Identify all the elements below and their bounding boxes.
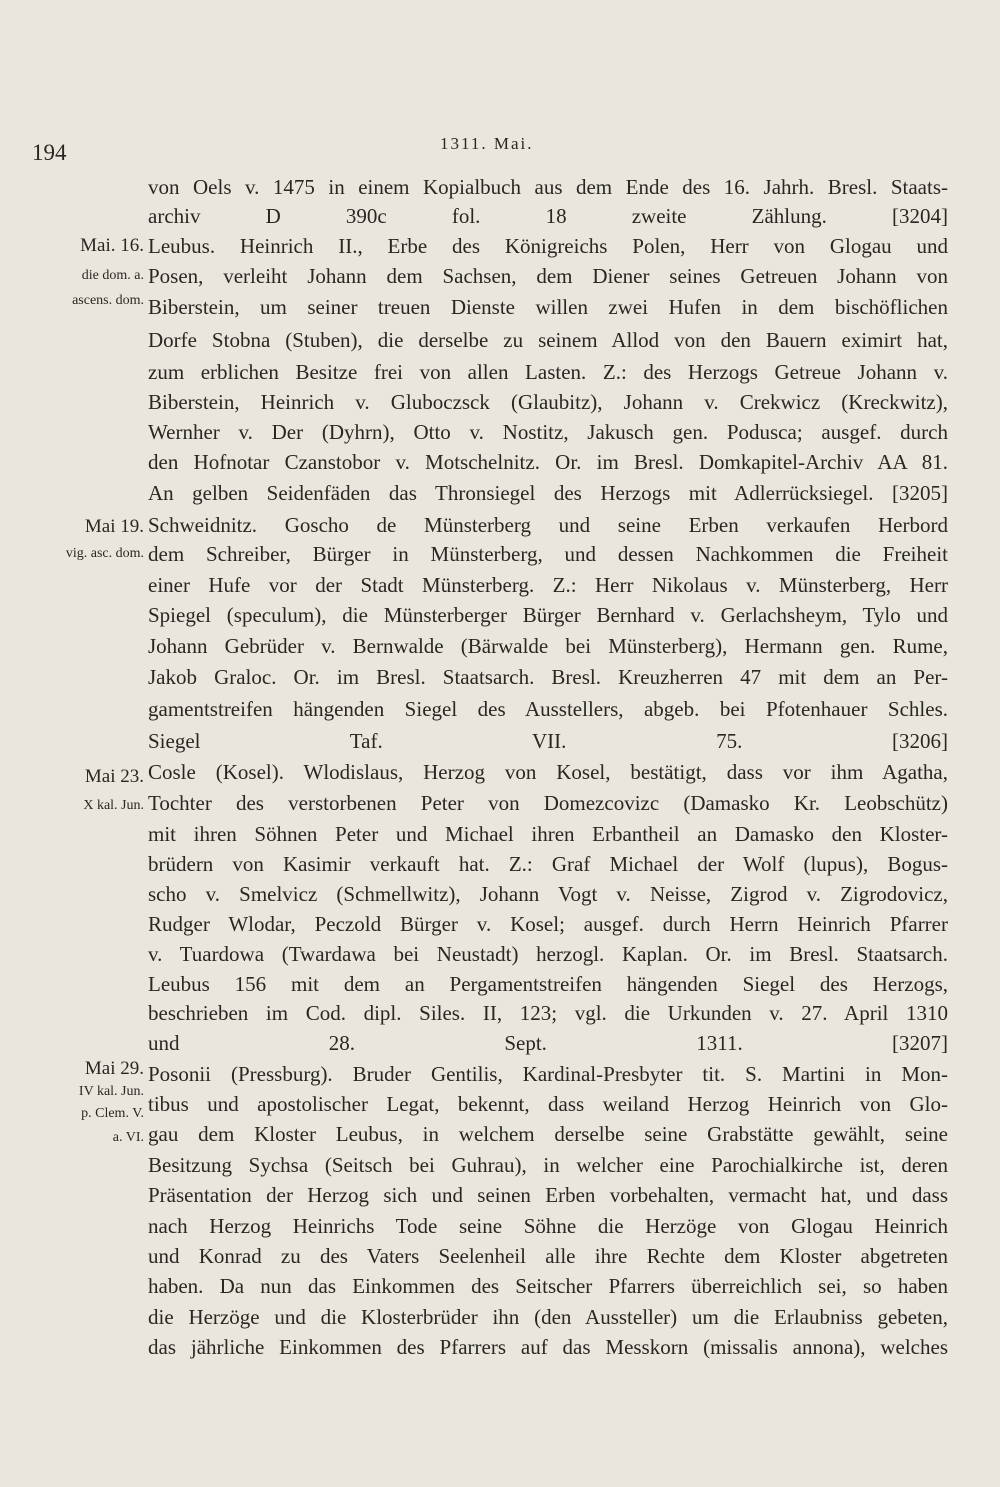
- text-line: scho v. Smelvicz (Schmellwitz), Johann Vogt v. Neisse, Zigrod v. Zigrodovicz,: [148, 882, 948, 906]
- margin-note: vig. asc. dom.: [65, 546, 144, 561]
- running-head: 1311. Mai.: [440, 134, 534, 153]
- text-line: dem Schreiber, Bürger in Münsterberg, und dessen Nachkommen die Freiheit: [148, 542, 948, 566]
- margin-note: IV kal. Jun.: [78, 1084, 144, 1099]
- margin-note: ascens. dom.: [72, 293, 144, 308]
- margin-note: Mai. 16.: [80, 235, 144, 256]
- text-line: zum erblichen Besitze frei von allen Lasten. Z.: des Herzogs Getreue Johann v.: [148, 360, 948, 384]
- text-line: Wernher v. Der (Dyhrn), Otto v. Nostitz, Jakusch gen. Podusca; ausgef. durch: [148, 420, 948, 444]
- text-line: Posen, verleiht Johann dem Sachsen, dem Diener seines Getreuen Johann von: [148, 264, 948, 288]
- margin-note: a. VI.: [112, 1130, 144, 1145]
- text-line: Jakob Graloc. Or. im Bresl. Staatsarch. Bresl. Kreuzherren 47 mit dem an Per-: [148, 665, 948, 689]
- text-line: Leubus. Heinrich II., Erbe des Königreichs Polen, Herr von Glogau und: [148, 234, 948, 258]
- text-line: beschrieben im Cod. dipl. Siles. II, 123; vgl. die Urkunden v. 27. April 1310: [148, 1001, 948, 1025]
- text-line: das jährliche Einkommen des Pfarrers auf das Messkorn (missalis annona), welches: [148, 1335, 948, 1359]
- text-line: Besitzung Sychsa (Seitsch bei Guhrau), in welcher eine Parochialkirche ist, deren: [148, 1153, 948, 1177]
- text-line: von Oels v. 1475 in einem Kopialbuch aus dem Ende des 16. Jahrh. Bresl. Staats-: [148, 175, 948, 199]
- text-line: Rudger Wlodar, Peczold Bürger v. Kosel; ausgef. durch Herrn Heinrich Pfarrer: [148, 912, 948, 936]
- text-line: Spiegel (speculum), die Münsterberger Bürger Bernhard v. Gerlachsheym, Tylo und: [148, 603, 948, 627]
- margin-note: Mai 23.: [84, 766, 144, 787]
- margin-note: X kal. Jun.: [83, 798, 144, 813]
- text-line: den Hofnotar Czanstobor v. Motschelnitz. Or. im Bresl. Domkapitel-Archiv AA 81.: [148, 450, 948, 474]
- text-line: brüdern von Kasimir verkauft hat. Z.: Graf Michael der Wolf (lupus), Bogus-: [148, 852, 948, 876]
- margin-note: Mai 19.: [84, 516, 144, 537]
- text-line: Biberstein, Heinrich v. Gluboczsck (Glaubitz), Johann v. Crekwicz (Kreckwitz),: [148, 390, 948, 414]
- text-line: Biberstein, um seiner treuen Dienste willen zwei Hufen in dem bischöflichen: [148, 295, 948, 319]
- text-line: Tochter des verstorbenen Peter von Domezcovizc (Damasko Kr. Leobschütz): [148, 791, 948, 815]
- text-line: gamentstreifen hängenden Siegel des Ausstellers, abgeb. bei Pfotenhauer Schles.: [148, 697, 948, 721]
- text-line: mit ihren Söhnen Peter und Michael ihren Erbantheil an Damasko den Kloster-: [148, 822, 948, 846]
- text-line: Johann Gebrüder v. Bernwalde (Bärwalde bei Münsterberg), Hermann gen. Rume,: [148, 634, 948, 658]
- text-line: und 28. Sept. 1311. [3207]: [148, 1031, 948, 1055]
- text-line: und Konrad zu des Vaters Seelenheil alle ihre Rechte dem Kloster abgetreten: [148, 1244, 948, 1268]
- text-line: Dorfe Stobna (Stuben), die derselbe zu seinem Allod von den Bauern eximirt hat,: [148, 328, 948, 352]
- text-line: Leubus 156 mit dem an Pergamentstreifen hängenden Siegel des Herzogs,: [148, 972, 948, 996]
- margin-note: die dom. a.: [81, 268, 144, 283]
- margin-note: p. Clem. V.: [81, 1106, 144, 1121]
- text-line: An gelben Seidenfäden das Thronsiegel des Herzogs mit Adlerrücksiegel. [3205]: [148, 481, 948, 505]
- text-line: nach Herzog Heinrichs Tode seine Söhne die Herzöge von Glogau Heinrich: [148, 1214, 948, 1238]
- text-line: archiv D 390c fol. 18 zweite Zählung. [3204]: [148, 204, 948, 228]
- text-line: Schweidnitz. Goscho de Münsterberg und seine Erben verkaufen Herbord: [148, 513, 948, 537]
- text-line: einer Hufe vor der Stadt Münsterberg. Z.: Herr Nikolaus v. Münsterberg, Herr: [148, 573, 948, 597]
- text-line: Präsentation der Herzog sich und seinen Erben vorbehalten, vermacht hat, und dass: [148, 1183, 948, 1207]
- margin-note: Mai 29.: [84, 1058, 144, 1079]
- text-line: Siegel Taf. VII. 75. [3206]: [148, 729, 948, 753]
- page-number: 194: [32, 140, 67, 165]
- text-line: haben. Da nun das Einkommen des Seitscher Pfarrers überreichlich sei, so haben: [148, 1274, 948, 1298]
- text-line: Cosle (Kosel). Wlodislaus, Herzog von Kosel, bestätigt, dass vor ihm Agatha,: [148, 760, 948, 784]
- text-line: die Herzöge und die Klosterbrüder ihn (den Aussteller) um die Erlaubniss gebeten,: [148, 1305, 948, 1329]
- text-line: Posonii (Pressburg). Bruder Gentilis, Kardinal-Presbyter tit. S. Martini in Mon-: [148, 1062, 948, 1086]
- text-line: tibus und apostolischer Legat, bekennt, dass weiland Herzog Heinrich von Glo-: [148, 1092, 948, 1116]
- text-line: gau dem Kloster Leubus, in welchem derselbe seine Grabstätte gewählt, seine: [148, 1122, 948, 1146]
- text-line: v. Tuardowa (Twardawa bei Neustadt) herzogl. Kaplan. Or. im Bresl. Staatsarch.: [148, 942, 948, 966]
